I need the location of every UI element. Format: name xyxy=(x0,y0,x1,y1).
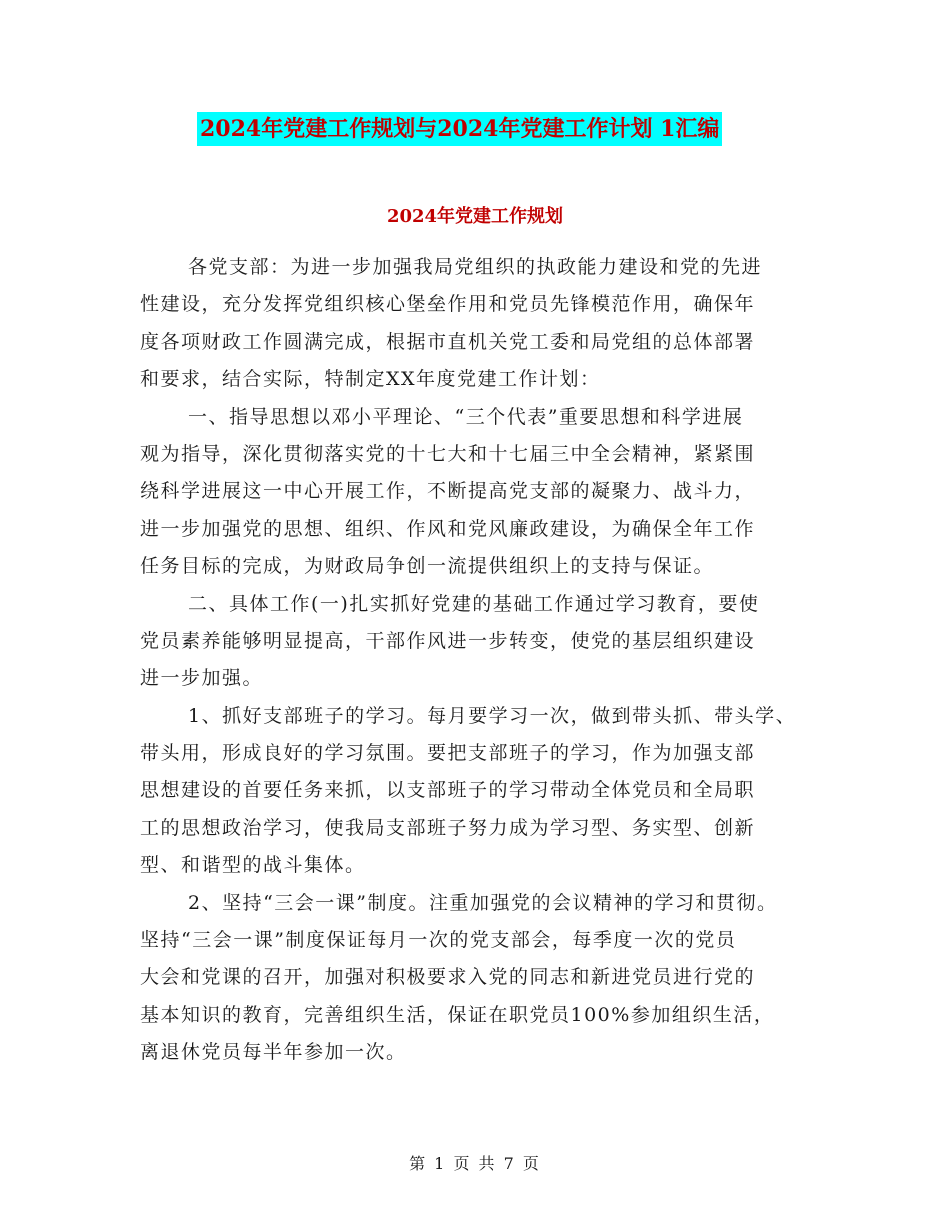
paragraph-line: 二、具体工作(一)扎实抓好党建的基础工作通过学习教育，要使 xyxy=(188,592,760,615)
paragraph-line: 大会和党课的召开，加强对积极要求入党的同志和新进党员进行党的 xyxy=(140,966,756,989)
paragraph-line: 度各项财政工作圆满完成，根据市直机关党工委和局党组的总体部署 xyxy=(140,330,756,353)
paragraph-line: 带头用，形成良好的学习氛围。要把支部班子的学习，作为加强支部 xyxy=(140,742,756,765)
document-body xyxy=(140,249,830,1072)
paragraph-line: 观为指导，深化贯彻落实党的十七大和十七届三中全会精神，紧紧围 xyxy=(140,442,756,465)
paragraph-study xyxy=(140,698,830,885)
paragraph-intro xyxy=(140,249,830,399)
paragraph-line: 型、和谐型的战斗集体。 xyxy=(140,854,366,877)
paragraph-line: 2、坚持“三会一课”制度。注重加强党的会议精神的学习和贯彻。 xyxy=(188,891,778,914)
paragraph-line: 和要求，结合实际，特制定XX年度党建工作计划： xyxy=(140,368,601,391)
paragraph-line: 进一步加强党的思想、组织、作风和党风廉政建设，为确保全年工作 xyxy=(140,517,756,540)
paragraph-line: 任务目标的完成，为财政局争创一流提供组织上的支持与保证。 xyxy=(140,555,715,578)
paragraph-specific-work xyxy=(140,586,830,698)
paragraph-line: 进一步加强。 xyxy=(140,667,264,690)
paragraph-guiding-ideology xyxy=(140,399,830,586)
paragraph-three-meetings xyxy=(140,885,830,1072)
document-title: 2024年党建工作规划与2024年党建工作计划 1汇编 xyxy=(197,112,722,146)
paragraph-line: 一、指导思想以邓小平理论、“三个代表”重要思想和科学进展 xyxy=(188,405,744,428)
paragraph-line: 思想建设的首要任务来抓，以支部班子的学习带动全体党员和全局职 xyxy=(140,779,756,802)
paragraph-line: 基本知识的教育，完善组织生活，保证在职党员100%参加组织生活， xyxy=(140,1003,775,1026)
section-title: 2024年党建工作规划 xyxy=(386,206,564,227)
paragraph-line: 工的思想政治学习，使我局支部班子努力成为学习型、务实型、创新 xyxy=(140,816,756,839)
paragraph-line: 性建设，充分发挥党组织核心堡垒作用和党员先锋模范作用，确保年 xyxy=(140,293,756,316)
page-footer: 第 1 页 共 7 页 xyxy=(409,1154,541,1173)
paragraph-line: 1、抓好支部班子的学习。每月要学习一次，做到带头抓、带头学、 xyxy=(188,704,797,727)
paragraph-line: 离退休党员每半年参加一次。 xyxy=(140,1041,407,1064)
paragraph-line: 绕科学进展这一中心开展工作，不断提高党支部的凝聚力、战斗力， xyxy=(140,480,756,503)
paragraph-line: 党员素养能够明显提高，干部作风进一步转变，使党的基层组织建设 xyxy=(140,629,756,652)
paragraph-line: 各党支部：为进一步加强我局党组织的执政能力建设和党的先进 xyxy=(188,256,763,278)
paragraph-line: 坚持“三会一课”制度保证每月一次的党支部会，每季度一次的党员 xyxy=(140,929,737,952)
